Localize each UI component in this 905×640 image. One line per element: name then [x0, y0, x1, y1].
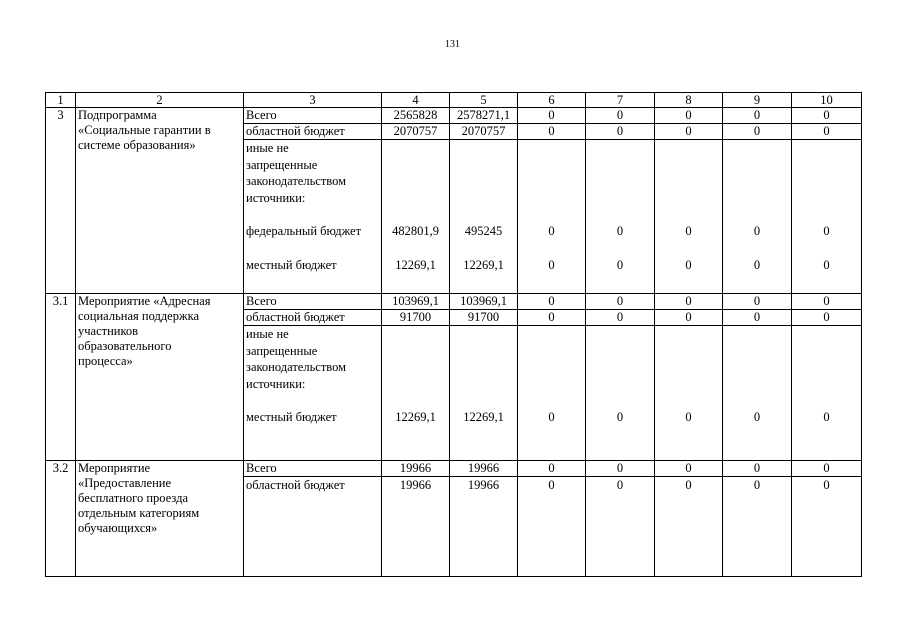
value-cell: 2578271,1 — [450, 108, 518, 124]
value-cell: 2565828 — [382, 108, 450, 124]
value-cell: 103969,1 — [450, 294, 518, 310]
value-cell: 0 — [723, 108, 792, 124]
value-cell-group — [723, 140, 792, 294]
value-cell: 12269,1 — [463, 257, 504, 272]
value-cell: 19966 — [382, 477, 450, 577]
section-code: 3.2 — [46, 461, 76, 577]
name-line: «Социальные гарантии в — [78, 123, 211, 137]
value-cell: 0 — [616, 410, 624, 424]
funding-source: Всего — [244, 108, 382, 124]
value-cell: 91700 — [382, 310, 450, 326]
value-cell: 0 — [518, 310, 586, 326]
value-cell-group — [586, 140, 655, 294]
value-cell: 12269,1 — [463, 410, 504, 424]
source-line: иные не — [246, 141, 289, 155]
source-line: запрещенные — [246, 157, 318, 172]
funding-source: Всего — [244, 294, 382, 310]
value-cell-group — [382, 140, 450, 294]
source-line: источники: — [246, 376, 306, 391]
source-line: иные не — [246, 327, 289, 341]
funding-source: федеральный бюджет — [246, 224, 362, 238]
table-row — [46, 461, 862, 477]
value-cell: 0 — [823, 257, 830, 272]
name-line: социальная поддержка — [78, 309, 200, 323]
funding-source-group — [244, 326, 382, 461]
section-code: 3 — [46, 108, 76, 294]
column-header: 1 — [46, 93, 76, 108]
value-cell: 0 — [723, 477, 792, 577]
value-cell: 0 — [616, 224, 624, 238]
value-cell: 495245 — [464, 224, 503, 238]
name-line: Мероприятие «Адресная — [78, 294, 211, 308]
section-name — [76, 461, 244, 577]
value-cell: 0 — [723, 461, 792, 477]
name-line: Подпрограмма — [78, 108, 157, 122]
value-cell-group — [450, 140, 518, 294]
value-cell: 0 — [518, 477, 586, 577]
value-cell: 0 — [753, 257, 761, 272]
column-header: 5 — [450, 93, 518, 108]
name-line: образовательного — [78, 339, 172, 353]
column-header: 4 — [382, 93, 450, 108]
value-cell-group — [655, 326, 723, 461]
value-cell: 19966 — [382, 461, 450, 477]
section-code: 3.1 — [46, 294, 76, 461]
funding-source: местный бюджет — [246, 410, 337, 424]
source-line: законодательством — [246, 360, 347, 374]
value-cell: 12269,1 — [395, 257, 436, 272]
section-name — [76, 108, 244, 294]
value-cell: 2070757 — [382, 124, 450, 140]
value-cell: 0 — [655, 294, 723, 310]
source-line: источники: — [246, 190, 306, 205]
name-line: процесса» — [78, 354, 133, 368]
value-cell: 0 — [518, 108, 586, 124]
value-cell: 0 — [548, 257, 555, 272]
source-line: законодательством — [246, 174, 347, 188]
funding-source: местный бюджет — [246, 257, 337, 272]
value-cell-group — [450, 326, 518, 461]
value-cell-group — [655, 140, 723, 294]
value-cell: 0 — [655, 461, 723, 477]
value-cell: 0 — [723, 310, 792, 326]
value-cell: 0 — [586, 108, 655, 124]
value-cell: 0 — [753, 410, 761, 424]
value-cell-group — [586, 326, 655, 461]
value-cell: 0 — [616, 257, 624, 272]
name-line: системе образования» — [78, 138, 196, 152]
value-cell: 0 — [655, 310, 723, 326]
value-cell: 0 — [548, 224, 555, 238]
value-cell: 0 — [792, 124, 862, 140]
value-cell: 0 — [792, 461, 862, 477]
value-cell: 0 — [548, 410, 555, 424]
value-cell: 103969,1 — [382, 294, 450, 310]
value-cell: 0 — [792, 294, 862, 310]
value-cell: 0 — [792, 310, 862, 326]
value-cell: 0 — [518, 124, 586, 140]
funding-source: областной бюджет — [244, 310, 382, 326]
value-cell: 0 — [723, 124, 792, 140]
value-cell: 0 — [792, 108, 862, 124]
value-cell: 0 — [586, 477, 655, 577]
value-cell: 12269,1 — [395, 410, 436, 424]
name-line: обучающихся» — [78, 521, 158, 535]
value-cell-group — [518, 326, 586, 461]
value-cell: 2070757 — [450, 124, 518, 140]
value-cell: 0 — [823, 224, 830, 238]
value-cell: 0 — [685, 410, 692, 424]
funding-source: областной бюджет — [244, 124, 382, 140]
value-cell: 0 — [655, 477, 723, 577]
value-cell-group — [792, 326, 862, 461]
value-cell: 0 — [723, 294, 792, 310]
value-cell: 482801,9 — [392, 224, 439, 238]
funding-source: Всего — [244, 461, 382, 477]
section-name — [76, 294, 244, 461]
column-header: 7 — [586, 93, 655, 108]
column-header: 10 — [792, 93, 862, 108]
table-row — [46, 108, 862, 124]
value-cell: 0 — [685, 224, 692, 238]
value-cell: 0 — [586, 124, 655, 140]
value-cell: 0 — [792, 477, 862, 577]
column-header: 6 — [518, 93, 586, 108]
funding-source-group — [244, 140, 382, 294]
column-header: 9 — [723, 93, 792, 108]
value-cell-group — [382, 326, 450, 461]
value-cell: 0 — [655, 108, 723, 124]
name-line: отдельным категориям — [78, 506, 200, 520]
name-line: участников — [78, 324, 139, 338]
name-line: «Предоставление — [78, 476, 171, 490]
table-header-row — [46, 93, 862, 108]
value-cell: 19966 — [450, 477, 518, 577]
name-line: бесплатного проезда — [78, 491, 189, 505]
value-cell-group — [792, 140, 862, 294]
name-line: Мероприятие — [78, 461, 151, 475]
value-cell: 0 — [518, 294, 586, 310]
value-cell: 19966 — [450, 461, 518, 477]
value-cell: 0 — [753, 224, 761, 238]
value-cell: 0 — [586, 461, 655, 477]
value-cell: 91700 — [450, 310, 518, 326]
value-cell: 0 — [685, 257, 692, 272]
budget-table — [45, 92, 862, 577]
source-line: запрещенные — [246, 343, 318, 358]
value-cell: 0 — [655, 124, 723, 140]
value-cell-group — [518, 140, 586, 294]
funding-source: областной бюджет — [244, 477, 382, 577]
value-cell: 0 — [586, 294, 655, 310]
table-row — [46, 294, 862, 310]
value-cell: 0 — [586, 310, 655, 326]
column-header: 8 — [655, 93, 723, 108]
page-number: 131 — [445, 39, 460, 50]
value-cell: 0 — [518, 461, 586, 477]
column-header: 3 — [244, 93, 382, 108]
column-header: 2 — [76, 93, 244, 108]
value-cell: 0 — [823, 410, 830, 424]
value-cell-group — [723, 326, 792, 461]
